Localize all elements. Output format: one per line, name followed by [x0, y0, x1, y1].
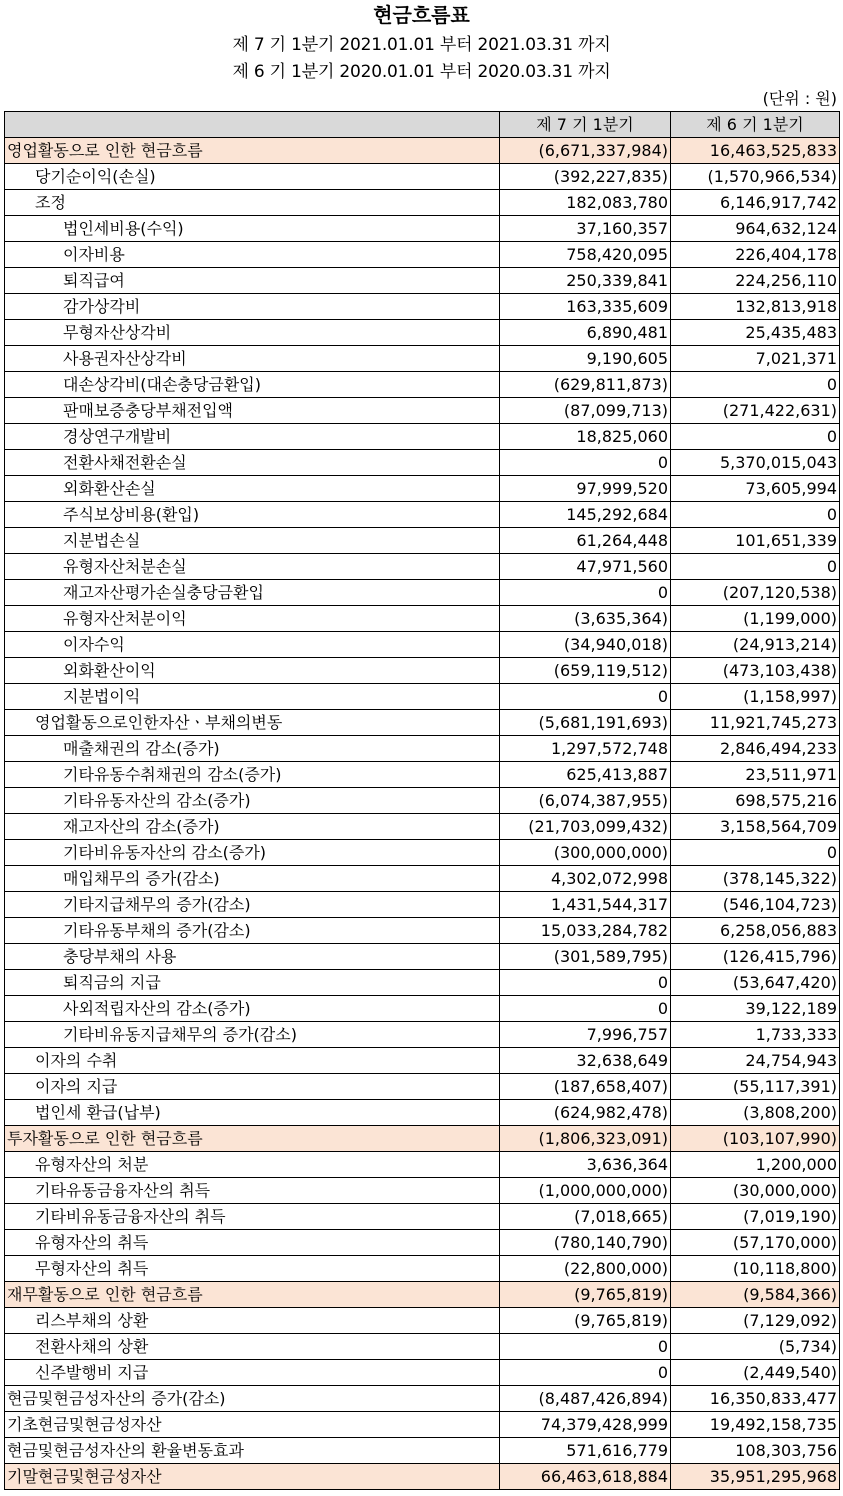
row-label: 기초현금및현금성자산	[5, 1412, 500, 1438]
table-row	[5, 1360, 840, 1386]
row-label: 유형자산의 취득	[5, 1230, 500, 1256]
table-row	[5, 840, 840, 866]
table-row	[5, 918, 840, 944]
current-period-value: 37,160,357	[500, 216, 671, 242]
prior-period-value: 2,846,494,233	[671, 736, 840, 762]
row-label: 기말현금및현금성자산	[5, 1464, 500, 1490]
current-period-value: 0	[500, 970, 671, 996]
table-row	[5, 1230, 840, 1256]
prior-period-value: 11,921,745,273	[671, 710, 840, 736]
table-row	[5, 1178, 840, 1204]
row-label: 퇴직금의 지급	[5, 970, 500, 996]
row-label: 외화환산손실	[5, 476, 500, 502]
prior-period-value: 24,754,943	[671, 1048, 840, 1074]
row-label: 유형자산처분이익	[5, 606, 500, 632]
row-label: 이자의 수취	[5, 1048, 500, 1074]
prior-period-value: 0	[671, 424, 840, 450]
row-label: 영업활동으로인한자산ㆍ부채의변동	[5, 710, 500, 736]
table-row	[5, 632, 840, 658]
table-row	[5, 1074, 840, 1100]
prior-period-value: (30,000,000)	[671, 1178, 840, 1204]
table-row	[5, 606, 840, 632]
prior-period-value: (10,118,800)	[671, 1256, 840, 1282]
row-label: 조정	[5, 190, 500, 216]
table-row	[5, 736, 840, 762]
table-row	[5, 268, 840, 294]
table-row	[5, 346, 840, 372]
prior-period-value: 108,303,756	[671, 1438, 840, 1464]
table-row	[5, 1152, 840, 1178]
table-row	[5, 580, 840, 606]
row-label: 재무활동으로 인한 현금흐름	[5, 1282, 500, 1308]
row-label: 퇴직급여	[5, 268, 500, 294]
prior-period-value: 1,200,000	[671, 1152, 840, 1178]
prior-period-value: 226,404,178	[671, 242, 840, 268]
table-row	[5, 398, 840, 424]
current-period-value: 0	[500, 684, 671, 710]
row-label: 외화환산이익	[5, 658, 500, 684]
table-row	[5, 1204, 840, 1230]
table-header-row	[5, 112, 840, 138]
table-row	[5, 658, 840, 684]
table-row	[5, 216, 840, 242]
row-label: 대손상각비(대손충당금환입)	[5, 372, 500, 398]
prior-period-value: 7,021,371	[671, 346, 840, 372]
row-label: 지분법이익	[5, 684, 500, 710]
prior-period-value: (271,422,631)	[671, 398, 840, 424]
current-period-value: 15,033,284,782	[500, 918, 671, 944]
row-label: 기타비유동지급채무의 증가(감소)	[5, 1022, 500, 1048]
prior-period-value: 224,256,110	[671, 268, 840, 294]
current-period-value: 3,636,364	[500, 1152, 671, 1178]
table-row	[5, 1126, 840, 1152]
row-label: 당기순이익(손실)	[5, 164, 500, 190]
row-label: 매입채무의 증가(감소)	[5, 866, 500, 892]
row-label: 기타비유동자산의 감소(증가)	[5, 840, 500, 866]
prior-period-value: (126,415,796)	[671, 944, 840, 970]
current-period-value: 163,335,609	[500, 294, 671, 320]
row-label: 이자의 지급	[5, 1074, 500, 1100]
current-period-value: 0	[500, 450, 671, 476]
row-label: 경상연구개발비	[5, 424, 500, 450]
prior-period-value: (207,120,538)	[671, 580, 840, 606]
column-header-current: 제 7 기 1분기	[500, 112, 671, 138]
row-label: 현금및현금성자산의 환율변동효과	[5, 1438, 500, 1464]
prior-period-value: 964,632,124	[671, 216, 840, 242]
row-label: 법인세비용(수익)	[5, 216, 500, 242]
table-row	[5, 1048, 840, 1074]
current-period-value: 0	[500, 580, 671, 606]
statement-title: 현금흐름표	[373, 3, 470, 27]
current-period-value: 9,190,605	[500, 346, 671, 372]
current-period-value: (5,681,191,693)	[500, 710, 671, 736]
table-row	[5, 1412, 840, 1438]
current-period-value: 1,297,572,748	[500, 736, 671, 762]
statement-header	[0, 0, 843, 86]
table-row	[5, 1100, 840, 1126]
prior-period-value: (1,570,966,534)	[671, 164, 840, 190]
row-label: 유형자산처분손실	[5, 554, 500, 580]
prior-period-value: 0	[671, 840, 840, 866]
table-row	[5, 424, 840, 450]
row-label: 전환사채의 상환	[5, 1334, 500, 1360]
current-period-value: 145,292,684	[500, 502, 671, 528]
current-period-value: (300,000,000)	[500, 840, 671, 866]
table-row	[5, 710, 840, 736]
prior-period-value: 39,122,189	[671, 996, 840, 1022]
current-period-value: (7,018,665)	[500, 1204, 671, 1230]
row-label: 기타유동금융자산의 취득	[5, 1178, 500, 1204]
current-period-value: (659,119,512)	[500, 658, 671, 684]
prior-period-value: (3,808,200)	[671, 1100, 840, 1126]
table-row	[5, 866, 840, 892]
current-period-value: 74,379,428,999	[500, 1412, 671, 1438]
current-period-value: (6,074,387,955)	[500, 788, 671, 814]
current-period-value: 97,999,520	[500, 476, 671, 502]
table-row	[5, 944, 840, 970]
row-label: 기타지급채무의 증가(감소)	[5, 892, 500, 918]
unit-label: (단위 : 원)	[762, 89, 837, 108]
prior-period-value: 101,651,339	[671, 528, 840, 554]
row-label: 신주발행비 지급	[5, 1360, 500, 1386]
current-period-value: 18,825,060	[500, 424, 671, 450]
current-period-value: (22,800,000)	[500, 1256, 671, 1282]
current-period-value: 758,420,095	[500, 242, 671, 268]
prior-period-value: 1,733,333	[671, 1022, 840, 1048]
prior-period-value: 16,350,833,477	[671, 1386, 840, 1412]
column-header-item	[5, 112, 500, 138]
row-label: 법인세 환급(납부)	[5, 1100, 500, 1126]
prior-period-value: (7,019,190)	[671, 1204, 840, 1230]
table-row	[5, 1386, 840, 1412]
table-row	[5, 996, 840, 1022]
table-row	[5, 788, 840, 814]
current-period-value: 4,302,072,998	[500, 866, 671, 892]
prior-period-value: 6,146,917,742	[671, 190, 840, 216]
table-row	[5, 684, 840, 710]
period-current: 제 7 기 1분기 2021.01.01 부터 2021.03.31 까지	[232, 35, 611, 55]
prior-period-value: 23,511,971	[671, 762, 840, 788]
current-period-value: (8,487,426,894)	[500, 1386, 671, 1412]
table-row	[5, 528, 840, 554]
row-label: 영업활동으로 인한 현금흐름	[5, 138, 500, 164]
row-label: 매출채권의 감소(증가)	[5, 736, 500, 762]
current-period-value: (624,982,478)	[500, 1100, 671, 1126]
current-period-value: (9,765,819)	[500, 1308, 671, 1334]
current-period-value: 32,638,649	[500, 1048, 671, 1074]
table-row	[5, 372, 840, 398]
row-label: 지분법손실	[5, 528, 500, 554]
table-row	[5, 1256, 840, 1282]
row-label: 기타비유동금융자산의 취득	[5, 1204, 500, 1230]
prior-period-value: (55,117,391)	[671, 1074, 840, 1100]
current-period-value: (21,703,099,432)	[500, 814, 671, 840]
row-label: 감가상각비	[5, 294, 500, 320]
row-label: 판매보증충당부채전입액	[5, 398, 500, 424]
current-period-value: (9,765,819)	[500, 1282, 671, 1308]
prior-period-value: (546,104,723)	[671, 892, 840, 918]
prior-period-value: 35,951,295,968	[671, 1464, 840, 1490]
current-period-value: (1,000,000,000)	[500, 1178, 671, 1204]
row-label: 사용권자산상각비	[5, 346, 500, 372]
current-period-value: (780,140,790)	[500, 1230, 671, 1256]
cash-flow-table	[4, 111, 840, 1490]
prior-period-value: 5,370,015,043	[671, 450, 840, 476]
row-label: 사외적립자산의 감소(증가)	[5, 996, 500, 1022]
prior-period-value: 0	[671, 554, 840, 580]
prior-period-value: (103,107,990)	[671, 1126, 840, 1152]
prior-period-value: (53,647,420)	[671, 970, 840, 996]
prior-period-value: 6,258,056,883	[671, 918, 840, 944]
current-period-value: (87,099,713)	[500, 398, 671, 424]
table-row	[5, 1334, 840, 1360]
current-period-value: (392,227,835)	[500, 164, 671, 190]
current-period-value: 250,339,841	[500, 268, 671, 294]
prior-period-value: (1,158,997)	[671, 684, 840, 710]
table-row	[5, 138, 840, 164]
prior-period-value: (1,199,000)	[671, 606, 840, 632]
prior-period-value: (2,449,540)	[671, 1360, 840, 1386]
row-label: 충당부채의 사용	[5, 944, 500, 970]
prior-period-value: (24,913,214)	[671, 632, 840, 658]
prior-period-value: 0	[671, 372, 840, 398]
current-period-value: 0	[500, 1360, 671, 1386]
current-period-value: 0	[500, 1334, 671, 1360]
table-row	[5, 1438, 840, 1464]
current-period-value: 7,996,757	[500, 1022, 671, 1048]
current-period-value: 571,616,779	[500, 1438, 671, 1464]
prior-period-value: (5,734)	[671, 1334, 840, 1360]
current-period-value: (3,635,364)	[500, 606, 671, 632]
row-label: 재고자산평가손실충당금환입	[5, 580, 500, 606]
row-label: 이자수익	[5, 632, 500, 658]
prior-period-value: (7,129,092)	[671, 1308, 840, 1334]
row-label: 리스부채의 상환	[5, 1308, 500, 1334]
table-row	[5, 476, 840, 502]
row-label: 이자비용	[5, 242, 500, 268]
prior-period-value: 25,435,483	[671, 320, 840, 346]
current-period-value: 182,083,780	[500, 190, 671, 216]
table-row	[5, 450, 840, 476]
current-period-value: 47,971,560	[500, 554, 671, 580]
prior-period-value: 16,463,525,833	[671, 138, 840, 164]
current-period-value: 625,413,887	[500, 762, 671, 788]
table-row	[5, 502, 840, 528]
current-period-value: 6,890,481	[500, 320, 671, 346]
row-label: 기타유동부채의 증가(감소)	[5, 918, 500, 944]
row-label: 무형자산상각비	[5, 320, 500, 346]
row-label: 주식보상비용(환입)	[5, 502, 500, 528]
table-row	[5, 814, 840, 840]
prior-period-value: 0	[671, 502, 840, 528]
prior-period-value: 19,492,158,735	[671, 1412, 840, 1438]
period-prior: 제 6 기 1분기 2020.01.01 부터 2020.03.31 까지	[232, 62, 611, 82]
prior-period-value: (378,145,322)	[671, 866, 840, 892]
current-period-value: (6,671,337,984)	[500, 138, 671, 164]
current-period-value: (1,806,323,091)	[500, 1126, 671, 1152]
table-row	[5, 242, 840, 268]
current-period-value: 0	[500, 996, 671, 1022]
table-row	[5, 294, 840, 320]
table-row	[5, 554, 840, 580]
current-period-value: 66,463,618,884	[500, 1464, 671, 1490]
row-label: 재고자산의 감소(증가)	[5, 814, 500, 840]
prior-period-value: (9,584,366)	[671, 1282, 840, 1308]
table-row	[5, 892, 840, 918]
table-row	[5, 320, 840, 346]
table-row	[5, 1022, 840, 1048]
prior-period-value: 73,605,994	[671, 476, 840, 502]
row-label: 현금및현금성자산의 증가(감소)	[5, 1386, 500, 1412]
prior-period-value: 132,813,918	[671, 294, 840, 320]
table-row	[5, 164, 840, 190]
prior-period-value: (57,170,000)	[671, 1230, 840, 1256]
table-row	[5, 1308, 840, 1334]
row-label: 기타유동수취채권의 감소(증가)	[5, 762, 500, 788]
prior-period-value: (473,103,438)	[671, 658, 840, 684]
table-row	[5, 1464, 840, 1490]
row-label: 유형자산의 처분	[5, 1152, 500, 1178]
row-label: 전환사채전환손실	[5, 450, 500, 476]
table-row	[5, 970, 840, 996]
row-label: 무형자산의 취득	[5, 1256, 500, 1282]
table-row	[5, 1282, 840, 1308]
current-period-value: (629,811,873)	[500, 372, 671, 398]
prior-period-value: 3,158,564,709	[671, 814, 840, 840]
column-header-prior: 제 6 기 1분기	[671, 112, 840, 138]
table-row	[5, 190, 840, 216]
table-row	[5, 762, 840, 788]
row-label: 기타유동자산의 감소(증가)	[5, 788, 500, 814]
current-period-value: 61,264,448	[500, 528, 671, 554]
current-period-value: (187,658,407)	[500, 1074, 671, 1100]
row-label: 투자활동으로 인한 현금흐름	[5, 1126, 500, 1152]
current-period-value: (301,589,795)	[500, 944, 671, 970]
current-period-value: 1,431,544,317	[500, 892, 671, 918]
prior-period-value: 698,575,216	[671, 788, 840, 814]
current-period-value: (34,940,018)	[500, 632, 671, 658]
